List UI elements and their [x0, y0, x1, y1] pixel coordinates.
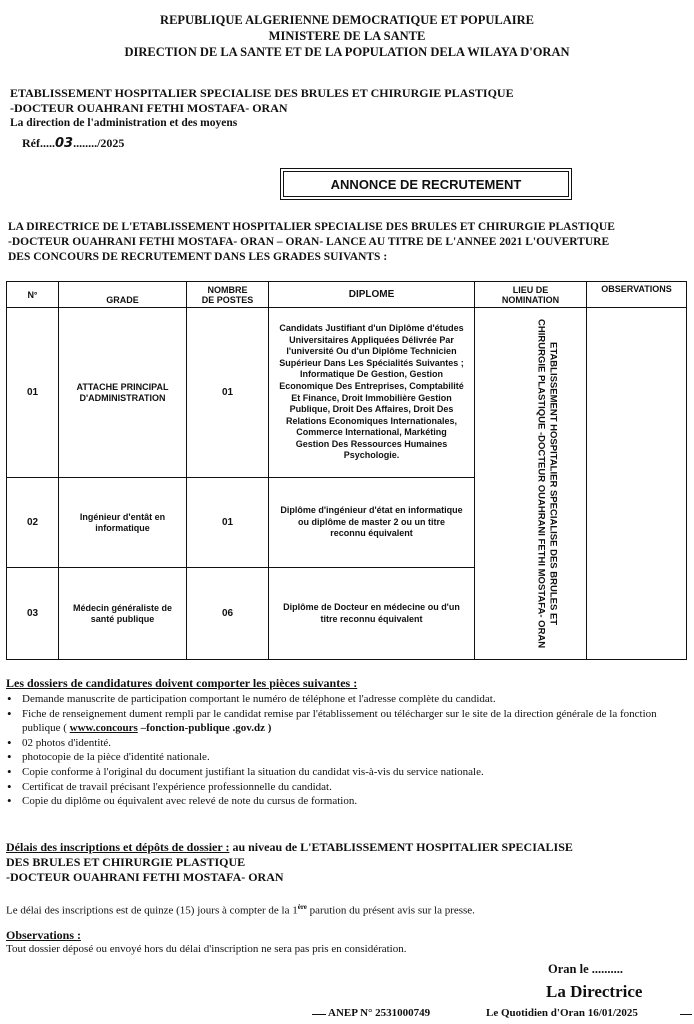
delais-text-1: au niveau de L'ETABLISSEMENT HOSPITALIER SPECIALISE [229, 840, 573, 854]
intro-paragraph [8, 220, 688, 265]
list-item: • Copie conforme à l'original du document justifiant la situation du candidat vis-à-vis du service nationale. [6, 765, 690, 780]
list-item: • Certificat de travail précisant l'expérience professionnelle du candidat. [6, 780, 690, 795]
row-3-grade: Médecin généraliste de santé publique [59, 568, 187, 660]
row-1-postes: 01 [187, 308, 269, 478]
header-nombre-line1: NOMBRE [207, 284, 248, 295]
ref-prefix: Réf..... [22, 136, 55, 150]
delai-after: parution du présent avis sur la presse. [306, 904, 475, 917]
row-2-grade: Ingénieur d'entât en informatique [59, 478, 187, 568]
row-1-grade: ATTACHE PRINCIPAL D'ADMINISTRATION [59, 308, 187, 478]
observations-title: Observations : [6, 928, 81, 942]
announce-box [280, 168, 572, 200]
delais-line-2: DES BRULES ET CHIRURGIE PLASTIQUE [6, 855, 246, 869]
footer [0, 1006, 694, 1024]
header-direction: DIRECTION DE LA SANTE ET DE LA POPULATION DELA WILAYA D'ORAN [124, 45, 570, 59]
ref-suffix: ......../2025 [73, 136, 125, 150]
header-grade: GRADE [59, 282, 187, 308]
row-3-diplome: Diplôme de Docteur en médecine ou d'un titre reconnu équivalent [269, 568, 475, 660]
header-lieu-line2: NOMINATION [501, 294, 560, 305]
footer-anep: ANEP N° 2531000749 [328, 1007, 431, 1019]
header-nombre-line2: DE POSTES [201, 294, 254, 305]
header-observations: OBSERVATIONS [587, 282, 687, 308]
documents-title: Les dossiers de candidatures doivent comporter les pièces suivantes : [6, 676, 358, 690]
observations-cell [587, 308, 687, 660]
establishment-block [10, 86, 670, 131]
recruitment-table [6, 281, 687, 660]
list-item: • 02 photos d'identité. [6, 736, 690, 751]
delais-line-1 [6, 840, 690, 855]
row-2-postes: 01 [187, 478, 269, 568]
footer-rule-left [312, 1014, 326, 1015]
directrice-signature: La Directrice [546, 982, 643, 1001]
ref-number: 03 [55, 136, 74, 151]
list-item: • Copie du diplôme ou équivalent avec relevé de note du cursus de formation. [6, 794, 690, 809]
establishment-name: ETABLISSEMENT HOSPITALIER SPECIALISE DES BRULES ET CHIRURGIE PLASTIQUE [10, 86, 514, 100]
establishment-doctor: -DOCTEUR OUAHRANI FETHI MOSTAFA- ORAN [10, 101, 288, 115]
lieu-nomination-text: ETABLISSEMENT HOSPITALIER SPECIALISE DES BRULES ET CHIRURGIE PLASTIQUE -DOCTEUR OUAHRANI FETHI MOSTAFA- ORAN [535, 318, 559, 649]
list-item: • photocopie de la pièce d'identité nationale. [6, 750, 690, 765]
delais-label: Délais des inscriptions et dépôts de dossier : [6, 840, 230, 854]
delai-before: Le délai des inscriptions est de quinze (15) jours à compter de la 1 [6, 904, 298, 917]
row-2-diplome: Diplôme d'ingénieur d'état en informatique ou diplôme de master 2 ou un titre reconnu équivalent [269, 478, 475, 568]
site-link[interactable]: www.concours [69, 722, 138, 735]
footer-quotidien: Le Quotidien d'Oran 16/01/2025 [486, 1007, 638, 1019]
documents-list [6, 692, 690, 809]
site-link-rest: –fonction-publique .gov.dz ) [137, 722, 272, 735]
delais-line-3: -DOCTEUR OUAHRANI FETHI MOSTAFA- ORAN [6, 870, 284, 884]
header-diplome: DIPLOME [269, 282, 475, 308]
announce-title: ANNONCE DE RECRUTEMENT [283, 171, 569, 197]
table-row [7, 308, 687, 478]
footer-rule-right [680, 1014, 692, 1015]
delai-sup: ère [297, 903, 307, 911]
header-num: N° [7, 282, 59, 308]
list-item-text: Fiche de renseignement dument rempli par le candidat remise par l'établissement ou télécharger sur le site de la direction générale de la fonction publique ( [22, 707, 657, 735]
header-ministry: MINISTERE DE LA SANTE [268, 29, 426, 43]
delai-inscription [6, 903, 690, 917]
intro-line-2: -DOCTEUR OUAHRANI FETHI MOSTAFA- ORAN – ORAN- LANCE AU TITRE DE L'ANNEE 2021 L'OUVERTURE [8, 236, 610, 248]
row-2-num: 02 [7, 478, 59, 568]
header-lieu [475, 282, 587, 308]
intro-line-1: LA DIRECTRICE DE L'ETABLISSEMENT HOSPITALIER SPECIALISE DES BRULES ET CHIRURGIE PLASTIQUE [8, 221, 615, 233]
row-1-diplome: Candidats Justifiant d'un Diplôme d'études Universitaires Appliquées Délivrée Par l'université Ou d'un Diplôme Technicien Supérieur Dans Les Spécialités Suivantes ; Informatique De Gestion, Gestion Economique Des Entreprises, Comptabilité Et Finance, Droit Immobilière Gestion Publique, Droit Des Affaires, Droit Des Relations Economiques Internationales, Commerce International, Markéting Gestion Des Ressources Humaines Psychologie. [269, 308, 475, 478]
header-nombre [187, 282, 269, 308]
reference [22, 136, 124, 151]
table-header-row [7, 282, 687, 308]
intro-line-3: DES CONCOURS DE RECRUTEMENT DANS LES GRADES SUIVANTS : [8, 251, 388, 263]
administration-direction: La direction de l'administration et des moyens [10, 117, 238, 129]
row-1-num: 01 [7, 308, 59, 478]
header-lieu-line1: LIEU DE [512, 284, 549, 295]
list-item [6, 707, 690, 736]
row-3-postes: 06 [187, 568, 269, 660]
observations-text: Tout dossier déposé ou envoyé hors du délai d'inscription ne sera pas pris en considération. [6, 943, 407, 955]
oran-le: Oran le .......... [548, 962, 623, 976]
header [0, 12, 694, 60]
header-republic: REPUBLIQUE ALGERIENNE DEMOCRATIQUE ET POPULAIRE [160, 13, 534, 27]
row-3-num: 03 [7, 568, 59, 660]
list-item: • Demande manuscrite de participation comportant le numéro de téléphone et l'adresse complète du candidat. [6, 692, 690, 707]
lieu-nomination-cell [475, 308, 587, 660]
delais-block [6, 840, 690, 885]
